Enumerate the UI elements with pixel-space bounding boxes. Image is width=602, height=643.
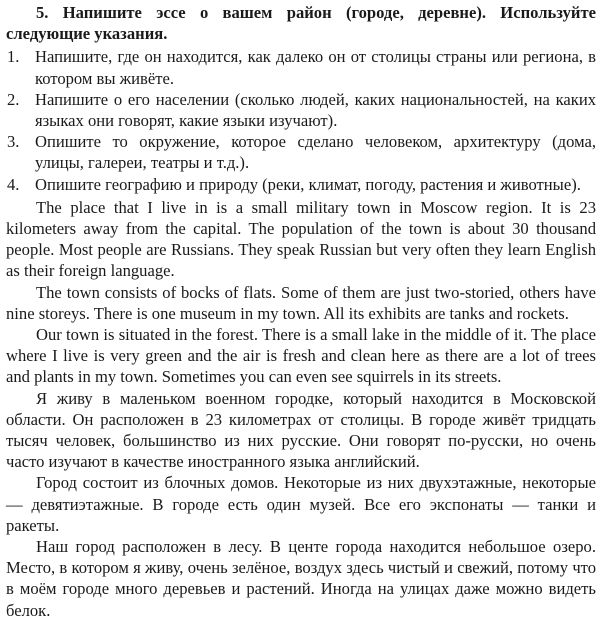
- instruction-number: 1.: [7, 47, 20, 67]
- essay-paragraph-en-3: Our town is situated in the forest. There is a small lake in the middle of it. The place where I live is very green and the air is fresh and clean here as there are a lot of trees and plants in my town. Sometimes you can even see squirrels in its streets.: [6, 325, 596, 387]
- instruction-text: Опишите то окружение, которое сделано человеком, архитектуру (дома, улицы, галереи, театры и т.д.).: [35, 132, 596, 173]
- instruction-item: [6, 131, 596, 173]
- instruction-number: 2.: [7, 89, 20, 109]
- instruction-text: Опишите географию и природу (реки, климат, погоду, растения и животные).: [35, 174, 581, 194]
- task-number: 5.: [36, 3, 49, 22]
- instruction-number: 4.: [7, 174, 20, 194]
- instruction-item: [6, 174, 596, 195]
- essay-paragraph-ru-1: Я живу в маленьком военном городке, который находится в Московской области. Он расположен в 23 километрах от столицы. В городе живёт тридцать тысяч человек, большинство из них русские. Они говорят по-русски, но очень часто изучают в качестве иностранного языка английский.: [6, 388, 596, 472]
- essay-russian: [6, 388, 596, 621]
- essay-paragraph-en-2: The town consists of bocks of flats. Some of them are just two-storied, others have nine storeys. There is one museum in my town. All its exhibits are tanks and rockets.: [6, 282, 596, 323]
- instruction-item: [6, 46, 596, 88]
- instruction-text: Напишите о его населении (сколько людей, каких национальностей, на каких языках они говорят, какие языки изучают).: [35, 89, 596, 131]
- instruction-text: Напишите, где он находится, как далеко он от столицы страны или региона, в котором вы живёте.: [35, 47, 596, 88]
- instruction-item: [6, 89, 596, 131]
- task-heading: [6, 2, 596, 44]
- essay-paragraph-en-1: The place that I live in is a small military town in Moscow region. It is 23 kilometers away from the capital. The population of the town is about 30 thousand people. Most people are Russians. They speak Russian but very often they learn English as their foreign language.: [6, 197, 596, 281]
- essay-paragraph-ru-3: Наш город расположен в лесу. В центе города находится небольшое озеро. Место, в котором я живу, очень зелёное, воздух здесь чистый и свежий, потому что в моём городе много деревьев и растений. Иногда на улицах даже можно видеть белок.: [6, 537, 596, 620]
- instructions-list: [6, 46, 596, 194]
- task-heading-text: Напишите эссе о вашем район (городе, деревне). Используйте следующие указания.: [6, 3, 596, 44]
- essay-paragraph-ru-2: Город состоит из блочных домов. Некоторые из них двухэтажные, некоторые — девятиэтажные. В городе есть один музей. Все его экспонаты — танки и ракеты.: [6, 473, 596, 535]
- essay-english: [6, 197, 596, 388]
- instruction-number: 3.: [7, 132, 20, 152]
